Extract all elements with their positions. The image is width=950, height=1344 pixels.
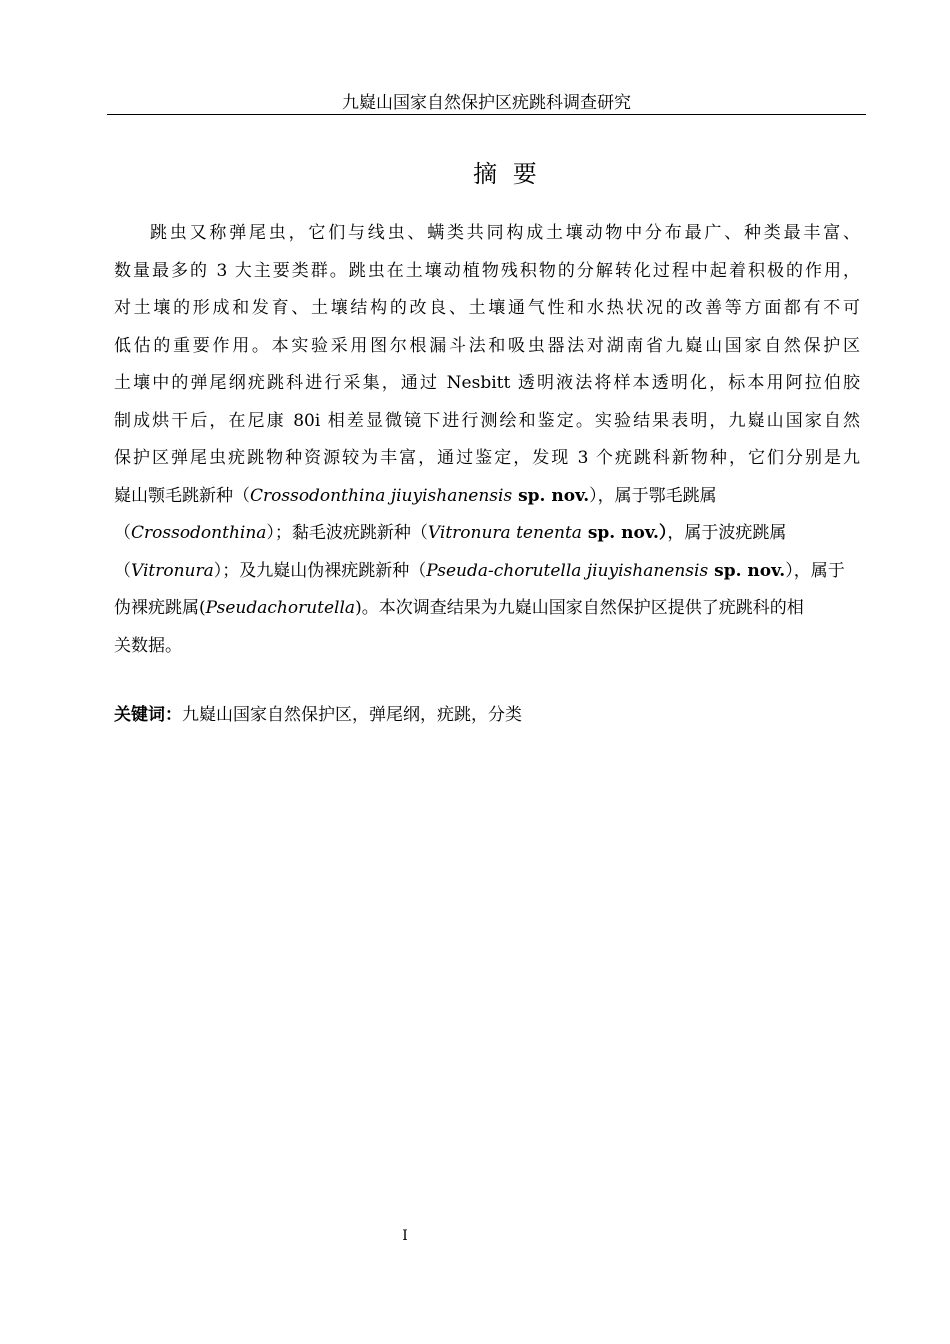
sp-nov-label: sp. nov. (512, 485, 590, 506)
abstract-line-genus (114, 594, 860, 632)
page-number: I (402, 1228, 408, 1244)
text-segment: ），属于 (785, 560, 845, 581)
keywords-line (114, 701, 860, 730)
species-name: Vitronura tenenta (427, 523, 582, 543)
keywords-label: 关键词： (114, 705, 182, 725)
abstract-heading: 摘 要 (473, 160, 541, 188)
abstract-body (114, 219, 860, 669)
genus-name: Vitronura (131, 560, 214, 581)
text-segment: 伪裸疣跳属( (114, 598, 206, 618)
species-name: Crossodonthina jiuyishanensis (250, 485, 513, 506)
running-header-title: 九嶷山国家自然保护区疣跳科调查研究 (342, 93, 631, 113)
abstract-line-species-3 (114, 557, 860, 595)
text-segment: 嶷山颚毛跳新种（ (114, 485, 250, 506)
header-divider (107, 114, 866, 115)
abstract-line: 低估的重要作用。本实验采用图尔根漏斗法和吸虫器法对湖南省九嶷山国家自然保护区 (114, 335, 860, 356)
abstract-line: 保护区弹尾虫疣跳物种资源较为丰富，通过鉴定，发现 3 个疣跳科新物种，它们分别是九 (114, 448, 860, 468)
abstract-line: 数量最多的 3 大主要类群。跳虫在土壤动植物残积物的分解转化过程中起着积极的作用， (114, 260, 860, 281)
text-segment: （ (114, 523, 131, 543)
abstract-line: 关数据。 (114, 635, 182, 656)
text-segment: （ (114, 560, 131, 581)
abstract-line: 跳虫又称弹尾虫，它们与线虫、螨类共同构成土壤动物中分布最广、种类最丰富、 (150, 223, 860, 243)
abstract-line: 对土壤的形成和发育、土壤结构的改良、土壤通气性和水热状况的改善等方面都有不可 (114, 298, 860, 318)
species-name: Pseuda-chorutella jiuyishanensis (426, 560, 709, 581)
abstract-line: 土壤中的弹尾纲疣跳科进行采集，通过 Nesbitt 透明液法将样本透明化，标本用阿拉伯胶 (114, 373, 860, 393)
text-segment: ）；及九嶷山伪裸疣跳新种（ (213, 560, 427, 581)
genus-name: Crossodonthina (131, 523, 267, 543)
sp-nov-label: sp. nov.） (581, 523, 668, 543)
text-segment: ），属于鄂毛跳属 (589, 485, 717, 506)
abstract-line-species-2 (114, 519, 860, 557)
text-segment: )。本次调查结果为九嶷山国家自然保护区提供了疣跳科的相 (355, 598, 804, 618)
abstract-line: 制成烘干后，在尼康 80i 相差显微镜下进行测绘和鉴定。实验结果表明，九嶷山国家自然 (114, 410, 860, 431)
text-segment: ）；黏毛波疣跳新种（ (266, 523, 428, 543)
keywords-value: 九嶷山国家自然保护区，弹尾纲，疣跳，分类 (182, 705, 522, 725)
abstract-line-species-1 (114, 482, 860, 520)
sp-nov-label: sp. nov. (708, 560, 786, 581)
text-segment: ，属于波疣跳属 (667, 523, 787, 543)
genus-name: Pseudachorutella (205, 598, 356, 618)
